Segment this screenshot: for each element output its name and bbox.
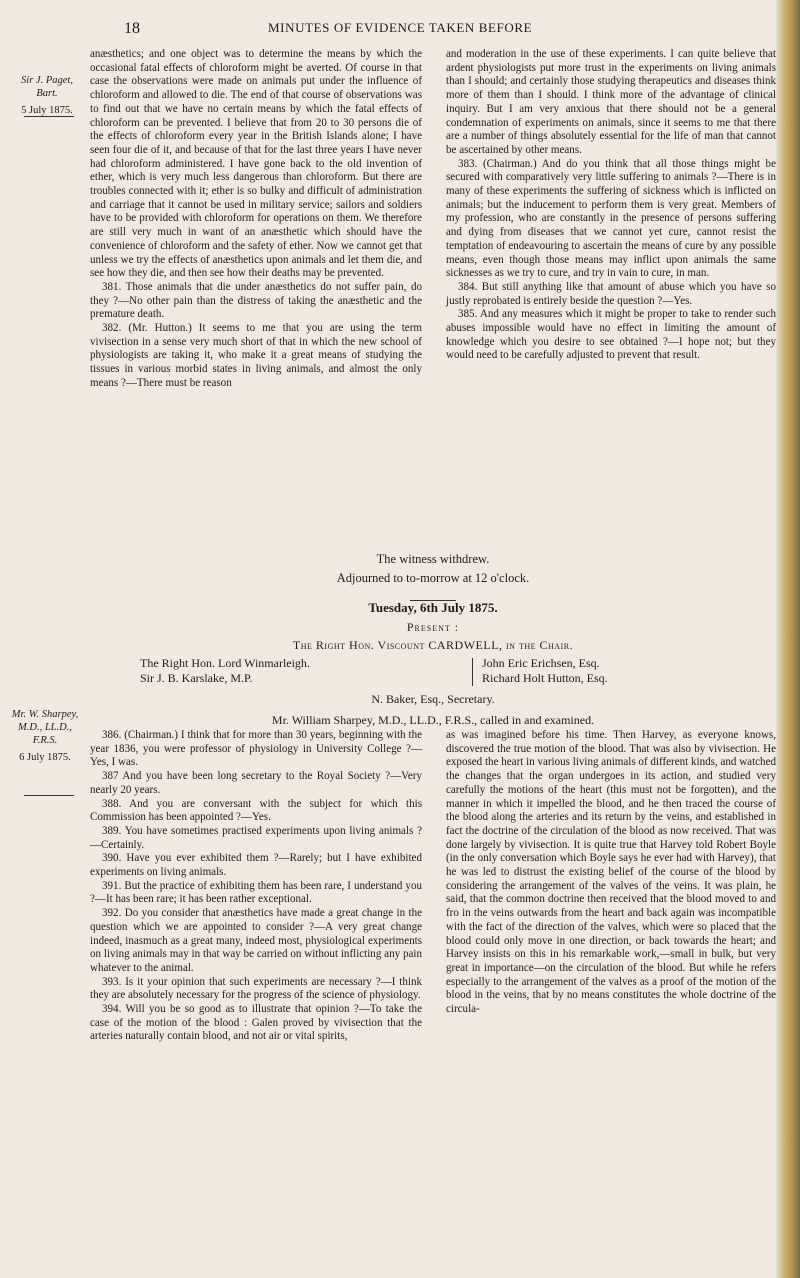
margin-note-witness-1 (14, 74, 80, 117)
margin-rule (24, 116, 74, 117)
paragraph: anæsthetics; and one object was to determine the means by which the occasional fatal effects of chloroform might be averted. Of course in that case the observations were made on animals put under the influence of chloroform and allowed to die. The end of that course of observations was to find out that we have no certain means by which the fatal effects of chloroform can be prevented. I believe that from 20 to 30 persons die of the effects of chloroform every year in the British Islands alone; I have seen four die of it, and because of that for the last three years I have never had chloroform administered. I have gone back to the old invention of ether, which is very much less dangerous than chloroform. But there are troubles connected with it; ether is so bulky and difficult of administration and carriage that it cannot be used in military service; sailors and soldiers have to be provided with chloroform for operations on them. We therefore are still very much in want of an anæsthetic which should have the convenience of chloroform and the safety of ether. Now we cannot get that unless we try the effects of anæsthetics upon animals and let them die, and see how they die, and then see how their deaths may be prevented. (90, 48, 422, 280)
paragraph: 392. Do you consider that anæsthetics have made a great change in the question which we are appointed to consider ?—A very great change indeed, inasmuch as a great many, indeed most, physiological experiments on living animals may in that way be carried on without inflicting any pain whatever to the animal. (90, 907, 422, 974)
paragraph: 390. Have you ever exhibited them ?—Rarely; but I have exhibited experiments on living animals. (90, 852, 422, 879)
member: John Eric Erichsen, Esq. (482, 656, 600, 670)
paragraph: 384. But still anything like that amount of abuse which you have so justly reprobated is entirely beside the question ?—Yes. (446, 280, 776, 307)
adjourned-note: Adjourned to to-morrow at 12 o'clock. (336, 571, 530, 585)
paragraph: 385. And any measures which it might be proper to take to render such abuses impossible would have no effect in limiting the amount of knowledge which you desire to see obtained ?—I hope not; but they would need to be carefully adjusted to prevent that result. (446, 308, 776, 362)
left-column-top (90, 48, 422, 391)
secretary-line: N. Baker, Esq., Secretary. (371, 692, 495, 706)
paragraph: 382. (Mr. Hutton.) It seems to me that you are using the term vivisection in a sense very much short of that in which the new school of physiologists are taking it, who make it a great means of studying the tissues in various morbid states in living animals, and almost the only means ?—There must be reason (90, 322, 422, 389)
paragraph: 389. You have sometimes practised experiments upon living animals ?—Certainly. (90, 824, 422, 851)
member: Sir J. B. Karslake, M.P. (140, 671, 253, 685)
paragraph: 386. (Chairman.) I think that for more than 30 years, beginning with the year 1836, you were professor of physiology in University College ?—Yes, I was. (90, 729, 422, 769)
margin-witness-name: Sir J. Paget, Bart. (21, 75, 73, 99)
running-head: MINUTES OF EVIDENCE TAKEN BEFORE (268, 20, 533, 35)
members-right (482, 656, 772, 686)
paragraph: 387 And you have been long secretary to the Royal Society ?—Very nearly 20 years. (90, 770, 422, 796)
right-column-top (446, 48, 776, 363)
paragraph: 383. (Chairman.) And do you think that all those things might be secured with comparatively very little suffering to animals ?—There is in many of these experiments the suffering of sickness which is inflicted on animals; but the inducement to perform them is very great. Members of my profession, who are constantly in the presence of persons suffering and dying from diseases that we cannot yet cure, cannot resist the temptation of endeavouring to ascertain the means of cure by any possible means, even though those means may inflict upon animals the same sicknesses as we try to cure, and try in vain to cure, in man. (446, 157, 776, 280)
paragraph: and moderation in the use of these experiments. I can quite believe that ardent physiologists put more trust in the experiments on living animals than I should; and certainly those studying therapeutics and diseases think more of them than I should. I think more of the advantage of clinical inquiry. But I am very anxious that there should not be a general condemnation of experiments on animals, since it seems to me that there are a number of things absolutely essential for the life of man that cannot be ascertained by other means. (446, 48, 776, 156)
page-number: 18 (124, 20, 140, 37)
right-column-bottom (446, 729, 776, 1017)
margin-witness-name: Mr. W. Sharpey, M.D., LL.D., F.R.S. (11, 709, 79, 746)
page-edge-shadow (776, 0, 800, 1278)
margin-date: 5 July 1875. (21, 105, 73, 116)
witness-called: Mr. William Sharpey, M.D., LL.D., F.R.S., called in and examined. (271, 713, 595, 727)
margin-rule (24, 795, 74, 796)
members-left (140, 656, 440, 686)
paragraph: 388. And you are conversant with the subject for which this Commission has been appointed ?—Yes. (90, 797, 422, 824)
paragraph: 391. But the practice of exhibiting them has been rare, I understand you ?—It has been rare; it has been rather exceptional. (90, 879, 422, 906)
paragraph: 381. Those animals that die under anæsthetics do not suffer pain, do they ?—No other pain than the distress of taking the anæsthetic and the premature death. (90, 280, 422, 321)
member: Richard Holt Hutton, Esq. (482, 671, 608, 685)
margin-note-witness-2 (10, 708, 80, 764)
paragraph: 394. Will you be so good as to illustrate that opinion ?—To take the case of the motion of the blood : Galen proved by vivisection that the arteries naturally contain blood, and not air or vital spirits, (90, 1003, 422, 1043)
present-label: Present : (406, 620, 460, 634)
left-column-bottom (90, 729, 422, 1044)
paragraph: 393. Is it your opinion that such experiments are necessary ?—I think they are absolutely necessary for the progress of the science of physiology. (90, 975, 422, 1002)
margin-date: 6 July 1875. (19, 752, 71, 763)
session-date: Tuesday, 6th July 1875. (368, 600, 498, 615)
paragraph: as was imagined before his time. Then Harvey, as everyone knows, discovered the true motion of the blood. That was also by vivisection. He exposed the heart in various living animals of different kinds, and watched the changes that the organ undergoes in its action, and studied very carefully the motions of the heart (this must not be forgotten), and the manner in which it impelled the blood, and he then traced the course of the blood along the arteries and its return by the veins, and established in fact the doctrine of the circulation of the blood as now received. That was done largely by vivisection. It is quite true that Harvey told Robert Boyle (in the only conversation which Boyle says he ever had with Harvey), that he was led to distrust the existing belief of the course of the blood by considering the arrangement of the valves of the veins. It was plain, he said, that the common doctrine then received that the blood moved to and fro in the veins outwards from the heart and back again was incompatible with the fact of the direction of the valves, which were so placed that the blood could only move in one direction, or back towards the heart; and Harvey insists on this in his remarkable work,—small in bulk, but very great in importance—on the circulation of the blood. But while he refers especially to the arrangement of the valves as a proof of the motion of the blood in the veins, that by no means constitutes the whole doctrine of the circula- (446, 729, 776, 1016)
member: The Right Hon. Lord Winmarleigh. (140, 656, 310, 670)
witness-withdrew: The witness withdrew. (376, 552, 490, 566)
chair-line: The Right Hon. Viscount CARDWELL, in the Chair. (292, 638, 574, 652)
member-divider (472, 658, 473, 686)
